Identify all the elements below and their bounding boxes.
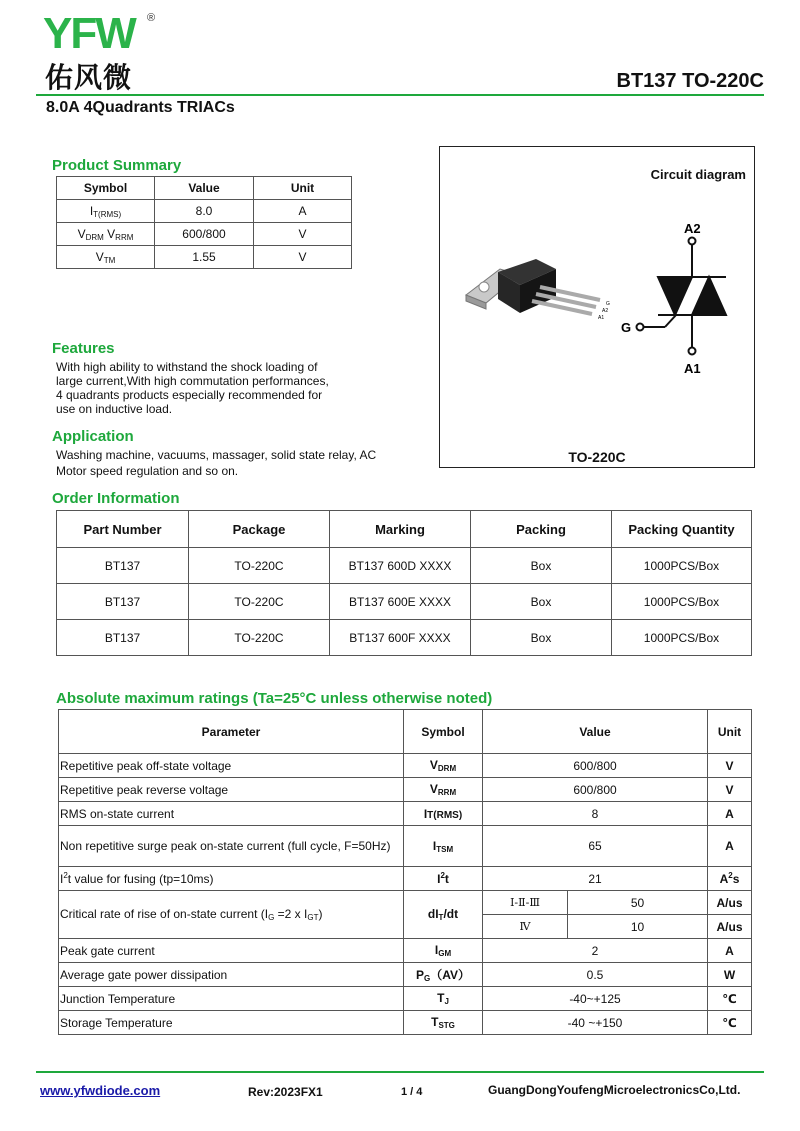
value-cell: 2 [483, 939, 708, 963]
table-header-row [57, 511, 752, 548]
column-header: Packing Quantity [612, 511, 752, 548]
part-number-cell: BT137 [57, 548, 189, 584]
symbol-cell: $I^2t$ [404, 867, 483, 891]
table-row [59, 891, 752, 915]
column-header: Parameter [59, 710, 404, 754]
unit-cell: A/us [708, 891, 752, 915]
unit-cell: A [708, 802, 752, 826]
value-cell: 8.0 [155, 200, 254, 223]
symbol-cell: $T_{STG}$ [404, 1011, 483, 1035]
table-row [59, 826, 752, 867]
quantity-cell: 1000PCS/Box [612, 584, 752, 620]
company-name: GuangDongYoufengMicroelectronicsCo,Ltd. [488, 1083, 741, 1097]
product-summary-heading: Product Summary [52, 157, 182, 174]
unit-cell: V [254, 246, 352, 269]
package-cell: TO-220C [189, 548, 330, 584]
column-header: Packing [471, 511, 612, 548]
unit-cell: ℃ [708, 987, 752, 1011]
pin-label-a2: A2 [602, 308, 609, 314]
column-header: Value [155, 177, 254, 200]
revision-label: Rev:2023FX1 [248, 1085, 323, 1099]
triac-symbol [637, 238, 727, 355]
table-row [57, 620, 752, 656]
pin-g-label: G [621, 320, 632, 335]
parameter-cell: Peak gate current [59, 939, 404, 963]
unit-cell: V [254, 223, 352, 246]
value-cell: 65 [483, 826, 708, 867]
table-row [59, 778, 752, 802]
table-row [57, 246, 352, 269]
package-cell: TO-220C [189, 584, 330, 620]
unit-cell: $A^2s$ [708, 867, 752, 891]
symbol-cell: $I_{T(RMS)}$ [57, 200, 155, 223]
symbol-cell: $T_J$ [404, 987, 483, 1011]
parameter-cell: Critical rate of rise of on-state current ($I_G =2$ x $I_{GT}$) [59, 891, 404, 939]
symbol-cell: IT(RMS) [404, 802, 483, 826]
absolute-maximum-ratings-table [58, 709, 752, 1035]
value-cell: 600/800 [155, 223, 254, 246]
table-row [59, 963, 752, 987]
text-line: large current,With high commutation performances, [56, 374, 329, 388]
package-and-symbol-drawing [440, 147, 754, 467]
value-cell: 600/800 [483, 778, 708, 802]
features-heading: Features [52, 340, 115, 357]
column-header: Unit [708, 710, 752, 754]
column-header: Symbol [57, 177, 155, 200]
column-header: Value [483, 710, 708, 754]
pin-label-a1: A1 [598, 315, 605, 321]
table-row [57, 584, 752, 620]
company-logo [43, 9, 163, 94]
quadrant-cell: Ⅳ [483, 915, 568, 939]
table-row [59, 867, 752, 891]
circuit-diagram-box [439, 146, 755, 468]
part-number-cell: BT137 [57, 620, 189, 656]
table-row [59, 939, 752, 963]
value-cell: 1.55 [155, 246, 254, 269]
footer-divider [36, 1071, 764, 1073]
table-row [59, 1011, 752, 1035]
text-line: 4 quadrants products especially recommended for [56, 388, 323, 402]
table-row [59, 987, 752, 1011]
table-header-row [57, 177, 352, 200]
registered-mark: ® [147, 12, 156, 24]
quadrant-cell: Ⅰ-Ⅱ-Ⅲ [483, 891, 568, 915]
table-header-row [59, 710, 752, 754]
table-row [57, 548, 752, 584]
logo-chinese-name: 佑风微 [45, 61, 133, 94]
features-text [56, 360, 356, 416]
packing-cell: Box [471, 548, 612, 584]
parameter-cell: RMS on-state current [59, 802, 404, 826]
unit-cell: A [708, 939, 752, 963]
symbol-cell: $V_{RRM}$ [404, 778, 483, 802]
packing-cell: Box [471, 584, 612, 620]
pin-a1-label: A1 [684, 361, 701, 376]
value-cell: -40 ~+150 [483, 1011, 708, 1035]
page-number: 1 / 4 [401, 1086, 423, 1098]
text-line: With high ability to withstand the shock loading of [56, 360, 318, 374]
symbol-cell: $P_G(AV)$ [404, 963, 483, 987]
application-heading: Application [52, 428, 134, 445]
quantity-cell: 1000PCS/Box [612, 620, 752, 656]
marking-cell: BT137 600D XXXX [330, 548, 471, 584]
document-title: BT137 TO-220C [616, 70, 764, 92]
table-row [59, 802, 752, 826]
quantity-cell: 1000PCS/Box [612, 548, 752, 584]
unit-cell: ℃ [708, 1011, 752, 1035]
unit-cell: A [708, 826, 752, 867]
to220-package-image [466, 259, 610, 321]
part-number-cell: BT137 [57, 584, 189, 620]
column-header: Unit [254, 177, 352, 200]
application-text [56, 447, 396, 479]
symbol-cell: $V_{TM}$ [57, 246, 155, 269]
package-cell: TO-220C [189, 620, 330, 656]
table-row [59, 754, 752, 778]
package-name-label: TO-220C [568, 449, 626, 465]
parameter-cell: Non repetitive surge peak on-state current (full cycle, F=50Hz) [59, 826, 404, 867]
symbol-cell: $V_{DRM}$ [404, 754, 483, 778]
unit-cell: V [708, 754, 752, 778]
table-row [57, 223, 352, 246]
logo-letters: YFW [43, 9, 135, 58]
parameter-cell: Junction Temperature [59, 987, 404, 1011]
order-information-table [56, 510, 752, 656]
parameter-cell: Repetitive peak off-state voltage [59, 754, 404, 778]
value-cell: 600/800 [483, 754, 708, 778]
value-cell: -40~+125 [483, 987, 708, 1011]
order-information-heading: Order Information [52, 490, 180, 507]
value-cell: 21 [483, 867, 708, 891]
symbol-cell: $V_{DRM}$ $V_{RRM}$ [57, 223, 155, 246]
symbol-cell: $I_{TSM}$ [404, 826, 483, 867]
value-cell: 0.5 [483, 963, 708, 987]
unit-cell: W [708, 963, 752, 987]
unit-cell: V [708, 778, 752, 802]
header-divider [36, 94, 764, 96]
text-line: Washing machine, vacuums, massager, solid state relay, AC [56, 448, 377, 462]
value-cell: 8 [483, 802, 708, 826]
column-header: Marking [330, 511, 471, 548]
marking-cell: BT137 600E XXXX [330, 584, 471, 620]
text-line: Motor speed regulation and so on. [56, 464, 239, 478]
parameter-cell: $I^2t$ value for fusing (tp=10ms) [59, 867, 404, 891]
unit-cell: A [254, 200, 352, 223]
packing-cell: Box [471, 620, 612, 656]
pin-label-g: G [606, 301, 610, 307]
parameter-cell: Average gate power dissipation [59, 963, 404, 987]
parameter-cell: Storage Temperature [59, 1011, 404, 1035]
circuit-diagram-title: Circuit diagram [650, 167, 746, 182]
marking-cell: BT137 600F XXXX [330, 620, 471, 656]
value-cell: 10 [568, 915, 708, 939]
value-cell: 50 [568, 891, 708, 915]
column-header: Package [189, 511, 330, 548]
website-link[interactable]: www.yfwdiode.com [40, 1083, 161, 1098]
product-summary-table [56, 176, 352, 269]
column-header: Part Number [57, 511, 189, 548]
ratings-heading: Absolute maximum ratings (Ta=25°C unless otherwise noted) [56, 690, 493, 707]
column-header: Symbol [404, 710, 483, 754]
document-subtitle: 8.0A 4Quadrants TRIACs [46, 99, 235, 116]
symbol-cell: $dI_T/dt$ [404, 891, 483, 939]
text-line: use on inductive load. [56, 402, 173, 416]
unit-cell: A/us [708, 915, 752, 939]
symbol-cell: $I_{GM}$ [404, 939, 483, 963]
pin-a2-label: A2 [684, 221, 701, 236]
table-row [57, 200, 352, 223]
parameter-cell: Repetitive peak reverse voltage [59, 778, 404, 802]
